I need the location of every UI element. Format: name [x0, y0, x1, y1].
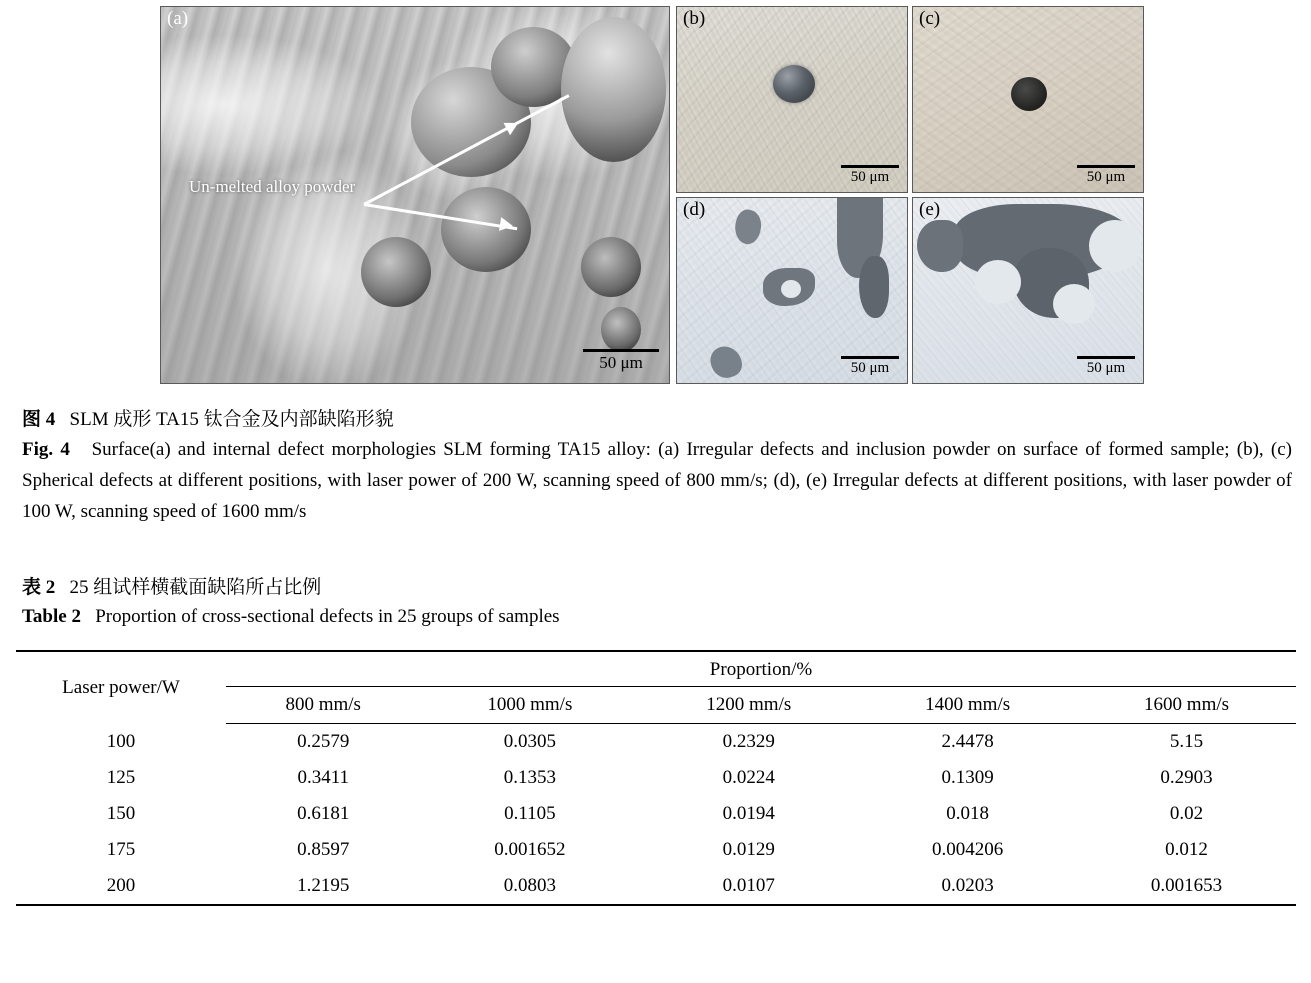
powder-particle — [581, 237, 641, 297]
defects-table — [16, 650, 1296, 906]
spherical-defect — [773, 65, 815, 103]
irregular-defect-inner — [1089, 220, 1141, 272]
scale-bar-e — [1077, 356, 1135, 377]
table-cell-value: 0.8597 — [297, 839, 350, 860]
table-cell-power: 100 — [106, 730, 136, 752]
figure-4 — [160, 6, 1145, 384]
table-cell-power: 150 — [106, 803, 136, 824]
irregular-defect-inner — [781, 280, 801, 298]
table-header-laser-power: Laser power/W — [16, 651, 226, 724]
scale-bar-label-a: 50 μm — [599, 353, 643, 373]
table-cell-value: 0.1353 — [503, 767, 556, 788]
table-row — [16, 760, 1296, 796]
powder-particle — [561, 17, 666, 162]
table-cell-value: 0.0224 — [722, 767, 775, 788]
irregular-defect — [859, 256, 889, 318]
powder-particle — [601, 307, 641, 352]
panel-label-b: (b) — [683, 8, 706, 29]
table-cell-value: 0.02 — [1169, 803, 1204, 824]
spherical-defect — [1011, 77, 1047, 111]
table-cell-value: 0.1105 — [504, 803, 556, 824]
panel-label-d: (d) — [683, 199, 706, 220]
table-header-proportion: Proportion/% — [226, 651, 1296, 687]
table-cell-value: 0.018 — [946, 803, 990, 824]
powder-particle — [491, 27, 576, 107]
table-cell-value: 0.2329 — [722, 731, 775, 752]
figure-caption-chinese — [22, 404, 394, 431]
table-title-english-label: Table 2 — [22, 606, 81, 627]
table-row — [16, 868, 1296, 905]
annotation-arrow-lower-head — [499, 217, 514, 233]
table-cell-value: 0.0129 — [722, 839, 775, 860]
scale-bar-label-b: 50 μm — [850, 169, 890, 186]
table-row — [16, 796, 1296, 832]
table-cell-value: 0.1309 — [941, 767, 994, 788]
table-cell-value: 0.2579 — [297, 731, 350, 752]
table-cell-value: 1.2195 — [226, 868, 420, 905]
scale-bar-c — [1077, 165, 1135, 186]
table-cell-value: 0.2903 — [1160, 767, 1213, 788]
table-cell-power: 175 — [106, 839, 136, 860]
table-cell-value: 5.15 — [1169, 731, 1204, 752]
table-cell-value: 0.3411 — [297, 767, 349, 788]
table-header-speed-1600: 1600 mm/s — [1077, 687, 1296, 724]
figure-panel-e — [912, 197, 1144, 384]
scale-bar-line-c — [1077, 165, 1135, 168]
scale-bar-line-a — [583, 349, 659, 352]
defects-table-wrapper — [16, 650, 1296, 906]
table-header-speed-1400: 1400 mm/s — [858, 687, 1077, 724]
powder-particle — [361, 237, 431, 307]
panel-label-e: (e) — [919, 199, 941, 220]
table-cell-value: 0.004206 — [932, 839, 1004, 860]
annotation-arrow-upper — [363, 94, 569, 206]
figure-caption-english — [22, 434, 1292, 527]
table-header-speed-800: 800 mm/s — [226, 687, 420, 724]
table-cell-value: 0.0107 — [639, 868, 858, 905]
table-cell-value: 0.0305 — [503, 731, 556, 752]
powder-particle — [441, 187, 531, 272]
figure-caption-chinese-label: 图 4 — [22, 409, 56, 430]
scale-bar-line-d — [841, 356, 899, 359]
figure-panel-a — [160, 6, 670, 384]
table-cell-value: 0.001653 — [1077, 868, 1296, 905]
scale-bar-d — [841, 356, 899, 377]
annotation-label-unmelted-powder: Un-melted alloy powder — [189, 177, 356, 196]
table-header-row-group — [16, 651, 1296, 687]
figure-caption-english-label: Fig. 4 — [22, 439, 70, 460]
table-title-english-text: Proportion of cross-sectional defects in 25 groups of samples — [95, 606, 560, 627]
table-header-speed-1000: 1000 mm/s — [420, 687, 639, 724]
figure-panel-d — [676, 197, 908, 384]
table-cell-value: 0.6181 — [297, 803, 350, 824]
scale-bar-label-e: 50 μm — [1086, 360, 1126, 377]
scale-bar-a — [583, 349, 659, 373]
table-cell-value: 0.0803 — [420, 868, 639, 905]
table-row — [16, 724, 1296, 761]
irregular-defect-inner — [1053, 284, 1095, 324]
table-row — [16, 832, 1296, 868]
table-cell-value: 0.012 — [1165, 839, 1208, 860]
annotation-arrow-lower — [364, 203, 518, 230]
panel-label-a: (a) — [167, 8, 189, 29]
table-cell-power: 125 — [106, 767, 136, 788]
table-cell-value: 0.0203 — [858, 868, 1077, 905]
scale-bar-b — [841, 165, 899, 186]
table-header-speed-1200: 1200 mm/s — [639, 687, 858, 724]
table-cell-value: 0.0194 — [722, 803, 775, 824]
table-cell-value: 2.4478 — [941, 731, 994, 752]
figure-panel-b — [676, 6, 908, 193]
scale-bar-label-d: 50 μm — [850, 360, 890, 377]
figure-panel-c — [912, 6, 1144, 193]
table-title-chinese — [22, 572, 321, 599]
irregular-defect — [731, 207, 765, 247]
irregular-defect — [706, 342, 745, 382]
irregular-defect — [917, 220, 963, 272]
table-title-chinese-text: 25 组试样横截面缺陷所占比例 — [69, 577, 322, 598]
table-cell-value: 0.001652 — [494, 839, 566, 860]
scale-bar-label-c: 50 μm — [1086, 169, 1126, 186]
panel-label-c: (c) — [919, 8, 941, 29]
table-cell-power: 200 — [16, 868, 226, 905]
scale-bar-line-b — [841, 165, 899, 168]
table-title-english — [22, 606, 560, 628]
table-title-chinese-label: 表 2 — [22, 577, 56, 598]
figure-caption-english-text: Surface(a) and internal defect morphologies SLM forming TA15 alloy: (a) Irregular defects and inclusion powder on surface of formed sample; (b), (c) Spherical defects at different positions, with laser power of 200 W, scanning speed of 800 mm/s; (d), (e) Irregular defects at different positions, with laser powder of 100 W, scanning speed of 1600 mm/s — [22, 439, 1292, 522]
scale-bar-line-e — [1077, 356, 1135, 359]
irregular-defect-inner — [975, 260, 1021, 304]
figure-panels-bcde — [676, 6, 1144, 384]
figure-caption-chinese-text: SLM 成形 TA15 钛合金及内部缺陷形貌 — [69, 409, 394, 430]
